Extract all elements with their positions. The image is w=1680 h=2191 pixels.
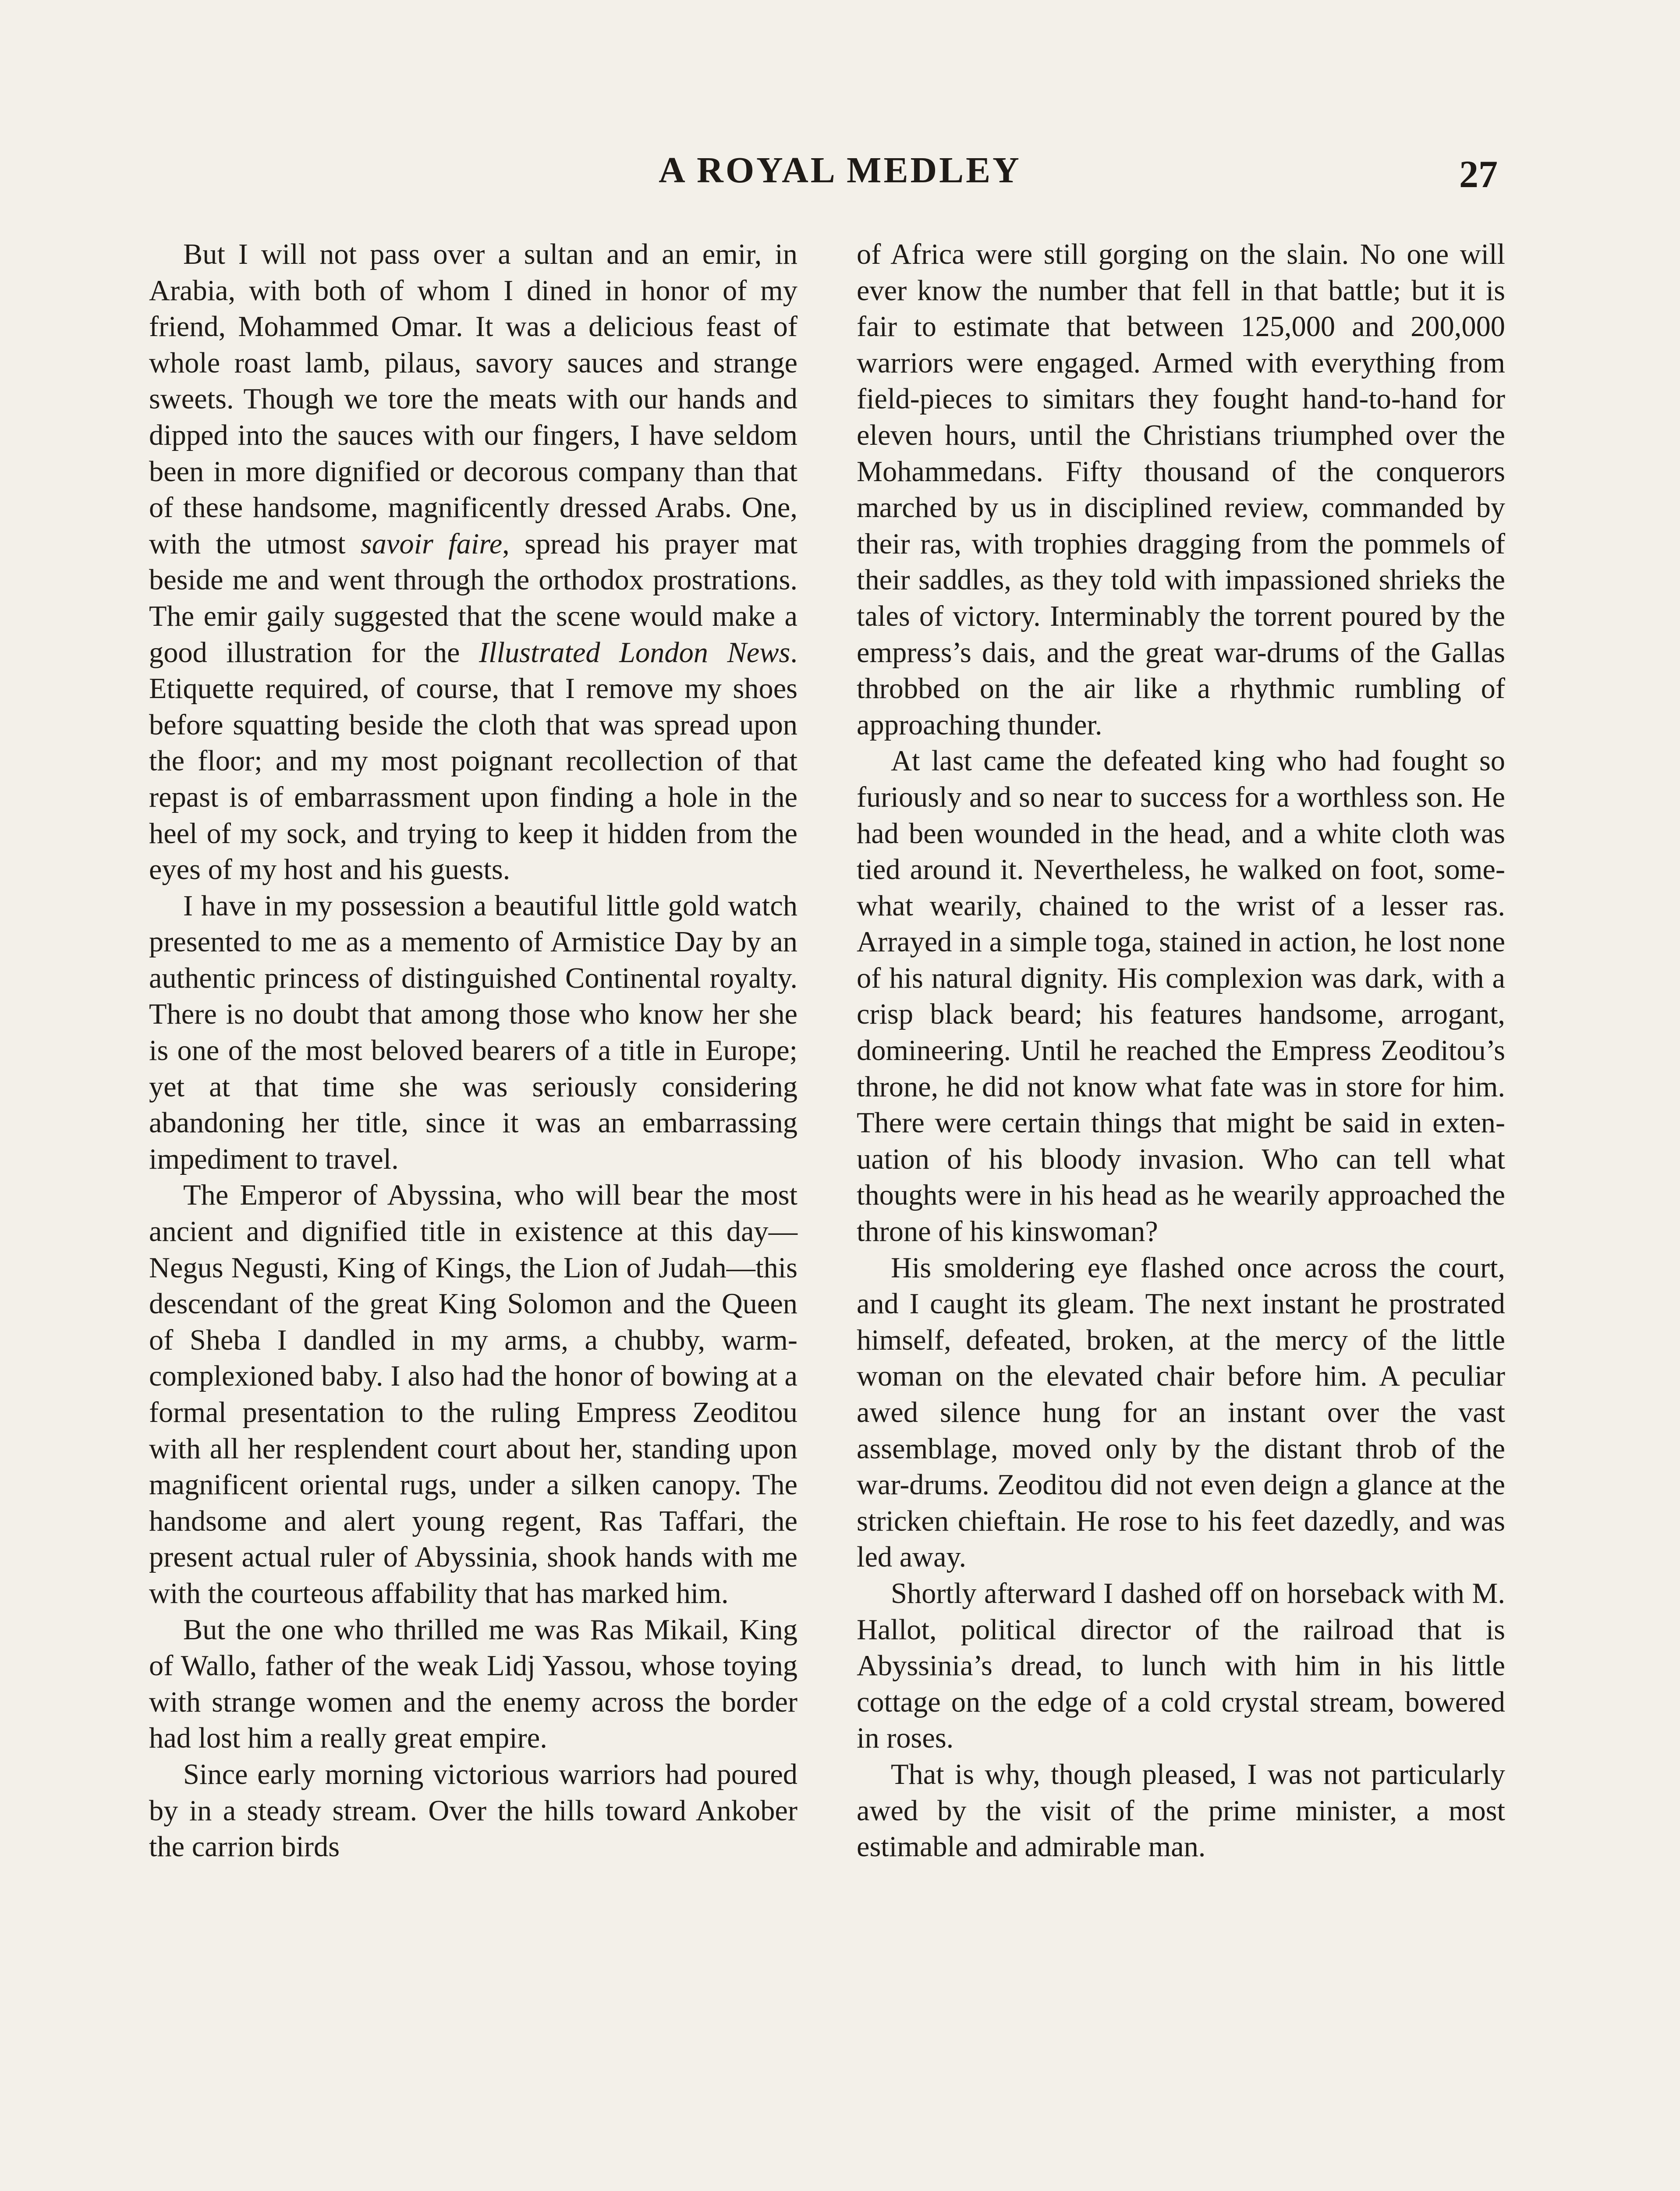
paragraph: [857, 1250, 1505, 1576]
paragraph: [149, 1177, 797, 1612]
right-column: [857, 237, 1505, 1865]
paragraph: [857, 237, 1505, 743]
paragraph: [857, 743, 1505, 1250]
running-head: A ROYAL MEDLEY: [659, 150, 1021, 191]
text-run: That is why, though pleased, I was not particularly awed by the visit of the prime minister, a most estimable and admirable man.: [857, 1758, 1505, 1863]
paragraph: [149, 237, 797, 888]
text-run: , spread his prayer mat beside me and went through the orthodox prostrations. The emir gaily suggested that the scene would make a good illustration for the: [149, 528, 797, 669]
paragraph: [857, 1576, 1505, 1757]
text-run: I have in my possession a beautiful little gold watch presented to me as a memento of Armistice Day by an authentic princess of distinguished Continental royalty. There is no doubt that among those who know her she is one of the most beloved bearers of a title in Europe; yet at that time she was seriously considering abandoning her title, since it was an embarrassing impediment to travel.: [149, 890, 797, 1175]
text-run: His smoldering eye flashed once across the court, and I caught its gleam. The next instant he prostrated himself, defeated, broken, at the mercy of the little woman on the elevated chair before him. A peculiar awed silence hung for an instant over the vast assemblage, moved only by the distant throb of the war-drums. Zeoditou did not even deign a glance at the stricken chieftain. He rose to his feet dazedly, and was led away.: [857, 1251, 1505, 1574]
page-header: [0, 149, 1680, 202]
text-run: But the one who thrilled me was Ras Mikail, King of Wallo, father of the weak Lidj Yassou, whose toying with strange women and the enemy across the border had lost him a really great empire.: [149, 1613, 797, 1755]
paragraph: [149, 888, 797, 1178]
body-text: [0, 237, 1680, 2191]
text-run: of Africa were still gorging on the slain. No one will ever know the number that fell in that battle; but it is fair to estimate that between 125,000 and 200,000 warriors were engaged. Armed with everything from field-pieces to simitars they fought hand-to-hand for eleven hours, until the Christians triumphed over the Mohammedans. Fifty thousand of the conquerors marched by us in disciplined review, commanded by their ras, with trophies dragging from the pommels of their saddles, as they told with impassioned shrieks the tales of victory. Interminably the torrent poured by the empress’s dais, and the great war-drums of the Gallas throbbed on the air like a rhythmic rumbling of approaching thunder.: [857, 238, 1505, 741]
text-run: But I will not pass over a sultan and an emir, in Arabia, with both of whom I dined in honor of my friend, Mohammed Omar. It was a delicious feast of whole roast lamb, pilaus, savory sauces and strange sweets. Though we tore the meats with our hands and dipped into the sauces with our fingers, I have seldom been in more dignified or decorous company than that of these handsome, magnificently dressed Arabs. One, with the utmost: [149, 238, 797, 560]
page-number: 27: [1459, 153, 1498, 196]
paragraph: [149, 1612, 797, 1757]
paragraph: [149, 1757, 797, 1865]
italic-text: Illustrated London News: [478, 636, 790, 669]
text-run: Since early morning victorious warriors had poured by in a steady stream. Over the hills toward Ankober the carrion birds: [149, 1758, 797, 1863]
paragraph: [857, 1757, 1505, 1865]
italic-text: savoir faire: [360, 528, 503, 560]
text-run: Shortly afterward I dashed off on horseback with M. Hallot, political director of the railroad that is Abyssinia’s dread, to lunch with him in his little cottage on the edge of a cold crystal stream, bowered in roses.: [857, 1577, 1505, 1755]
text-run: At last came the defeated king who had fought so furiously and so near to success for a worthless son. He had been wounded in the head, and a white cloth was tied around it. Nevertheless, he walked on foot, somewhat wearily, chained to the wrist of a lesser ras. Arrayed in a simple toga, stained in action, he lost none of his natural dignity. His complexion was dark, with a crisp black beard; his features handsome, arrogant, domineering. Until he reached the Empress Zeoditou’s throne, he did not know what fate was in store for him. There were certain things that might be said in extenuation of his bloody invasion. Who can tell what thoughts were in his head as he wearily approached the throne of his kinswoman?: [857, 745, 1505, 1248]
text-run: The Emperor of Abyssina, who will bear the most ancient and dignified title in existence at this day—Negus Negusti, King of Kings, the Lion of Judah—this descendant of the great King Solomon and the Queen of Sheba I dandled in my arms, a chubby, warm-complexioned baby. I also had the honor of bowing at a formal presentation to the ruling Empress Zeoditou with all her resplendent court about her, standing upon magnificent oriental rugs, under a silken canopy. The handsome and alert young regent, Ras Taffari, the present actual ruler of Abyssinia, shook hands with me with the courteous affability that has marked him.: [149, 1179, 797, 1610]
left-column: [149, 237, 797, 1865]
text-run: . Etiquette required, of course, that I remove my shoes before squatting beside the cloth that was spread upon the floor; and my most poignant recollection of that repast is of embarrassment upon finding a hole in the heel of my sock, and trying to keep it hidden from the eyes of my host and his guests.: [149, 636, 797, 886]
